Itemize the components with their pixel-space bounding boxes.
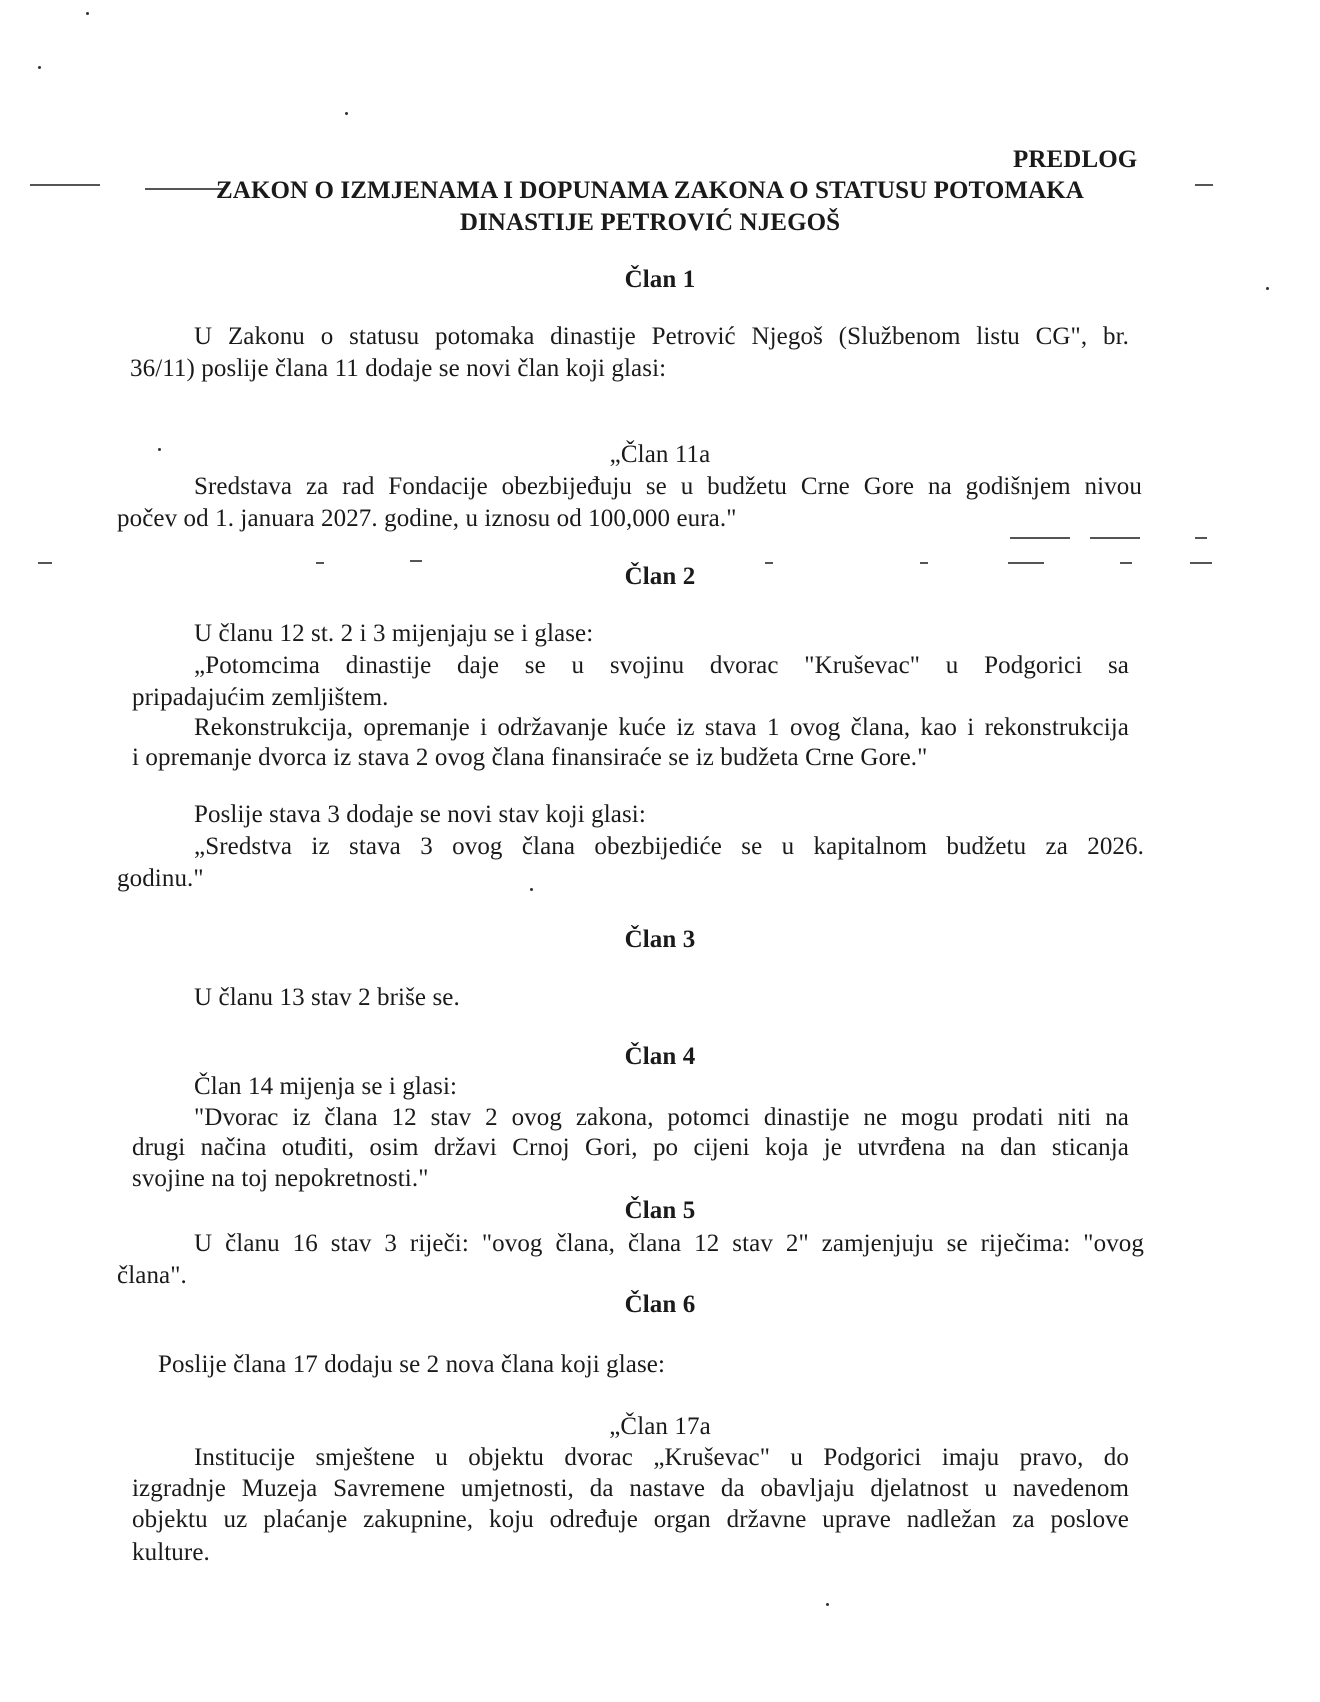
article-11a-text-line: Sredstava za rad Fondacije obezbijeđuju se u budžetu Crne Gore na godišnjem nivou: [194, 473, 1142, 500]
article-17a-text-line: izgradnje Muzeja Savremene umjetnosti, da nastave da obavljaju djelatnost u navedenom: [132, 1475, 1129, 1502]
scan-dash: [316, 562, 324, 564]
article-6-heading: Član 6: [624, 1291, 696, 1318]
article-1-text-line: 36/11) poslije člana 11 dodaje se novi član koji glasi:: [130, 355, 667, 382]
article-2-text-line: godinu.": [117, 865, 204, 892]
article-1-heading: Član 1: [624, 266, 696, 293]
scan-dash: [1090, 537, 1140, 539]
scan-dash: [1190, 562, 1212, 564]
scan-dash: [1195, 537, 1207, 539]
scan-dash: [1120, 562, 1132, 564]
scan-speck: [158, 448, 161, 451]
scan-speck: [86, 12, 89, 15]
scan-speck: [38, 66, 41, 69]
article-11a-heading: „Član 11a: [609, 441, 711, 468]
law-title-line2: DINASTIJE PETROVIĆ NJEGOŠ: [459, 209, 841, 236]
article-4-text-line: "Dvorac iz člana 12 stav 2 ovog zakona, potomci dinastije ne mogu prodati niti na: [194, 1104, 1129, 1131]
scan-dash: [1195, 184, 1213, 186]
predlog-label: PREDLOG: [1013, 146, 1138, 173]
article-5-heading: Član 5: [624, 1197, 696, 1224]
article-5-text-line: U članu 16 stav 3 riječi: "ovog člana, člana 12 stav 2" zamjenjuju se riječima: "ovog: [194, 1230, 1144, 1257]
article-4-text-line: svojine na toj nepokretnosti.": [132, 1165, 429, 1192]
scan-speck: [530, 888, 533, 891]
article-2-text-line: pripadajućim zemljištem.: [132, 684, 389, 711]
article-1-text-line: U Zakonu o statusu potomaka dinastije Petrović Njegoš (Službenom listu CG", br.: [194, 323, 1129, 350]
article-2-text-line: „Sredstva iz stava 3 ovog člana obezbijediće se u kapitalnom budžetu za 2026.: [194, 833, 1144, 860]
article-11a-text-line: počev od 1. januara 2027. godine, u iznosu od 100,000 eura.": [117, 505, 737, 532]
article-17a-heading: „Član 17a: [609, 1413, 711, 1440]
article-2-text-line: Poslije stava 3 dodaje se novi stav koji glasi:: [194, 801, 646, 828]
article-17a-text-line: Institucije smještene u objektu dvorac „Kruševac" u Podgorici imaju pravo, do: [194, 1444, 1129, 1471]
article-2-heading: Član 2: [624, 563, 696, 590]
scan-dash: [410, 560, 422, 562]
article-17a-text-line: kulture.: [132, 1539, 210, 1566]
article-4-text-line: drugi načina otuđiti, osim državi Crnoj Gori, po cijeni koja je utvrđena na dan sticanja: [132, 1134, 1129, 1161]
article-17a-text-line: objektu uz plaćanje zakupnine, koju određuje organ državne uprave nadležan za poslove: [132, 1506, 1129, 1533]
article-2-text-line: Rekonstrukcija, opremanje i održavanje kuće iz stava 1 ovog člana, kao i rekonstrukcija: [194, 714, 1129, 741]
scan-dash: [920, 562, 928, 564]
article-4-heading: Član 4: [624, 1043, 696, 1070]
scan-dash: [30, 184, 100, 186]
scan-dash: [1008, 562, 1044, 564]
article-3-heading: Član 3: [624, 926, 696, 953]
article-2-text-line: i opremanje dvorca iz stava 2 ovog člana finansiraće se iz budžeta Crne Gore.": [132, 744, 928, 771]
article-6-text-line: Poslije člana 17 dodaju se 2 nova člana koji glase:: [158, 1351, 666, 1378]
article-3-text-line: U članu 13 stav 2 briše se.: [194, 984, 460, 1011]
law-title-line1: ZAKON O IZMJENAMA I DOPUNAMA ZAKONA O STATUSU POTOMAKA: [216, 177, 1084, 204]
article-2-text-line: „Potomcima dinastije daje se u svojinu dvorac "Kruševac" u Podgorici sa: [194, 652, 1129, 679]
scan-speck: [1266, 287, 1269, 290]
scan-dash: [38, 562, 52, 564]
scan-speck: [345, 112, 348, 115]
article-4-text-line: Član 14 mijenja se i glasi:: [194, 1073, 458, 1100]
article-5-text-line: člana".: [117, 1262, 187, 1289]
scan-dash: [1010, 537, 1070, 539]
article-2-text-line: U članu 12 st. 2 i 3 mijenjaju se i glase:: [194, 620, 594, 647]
scan-dash: [765, 562, 773, 564]
scan-speck: [826, 1603, 829, 1606]
